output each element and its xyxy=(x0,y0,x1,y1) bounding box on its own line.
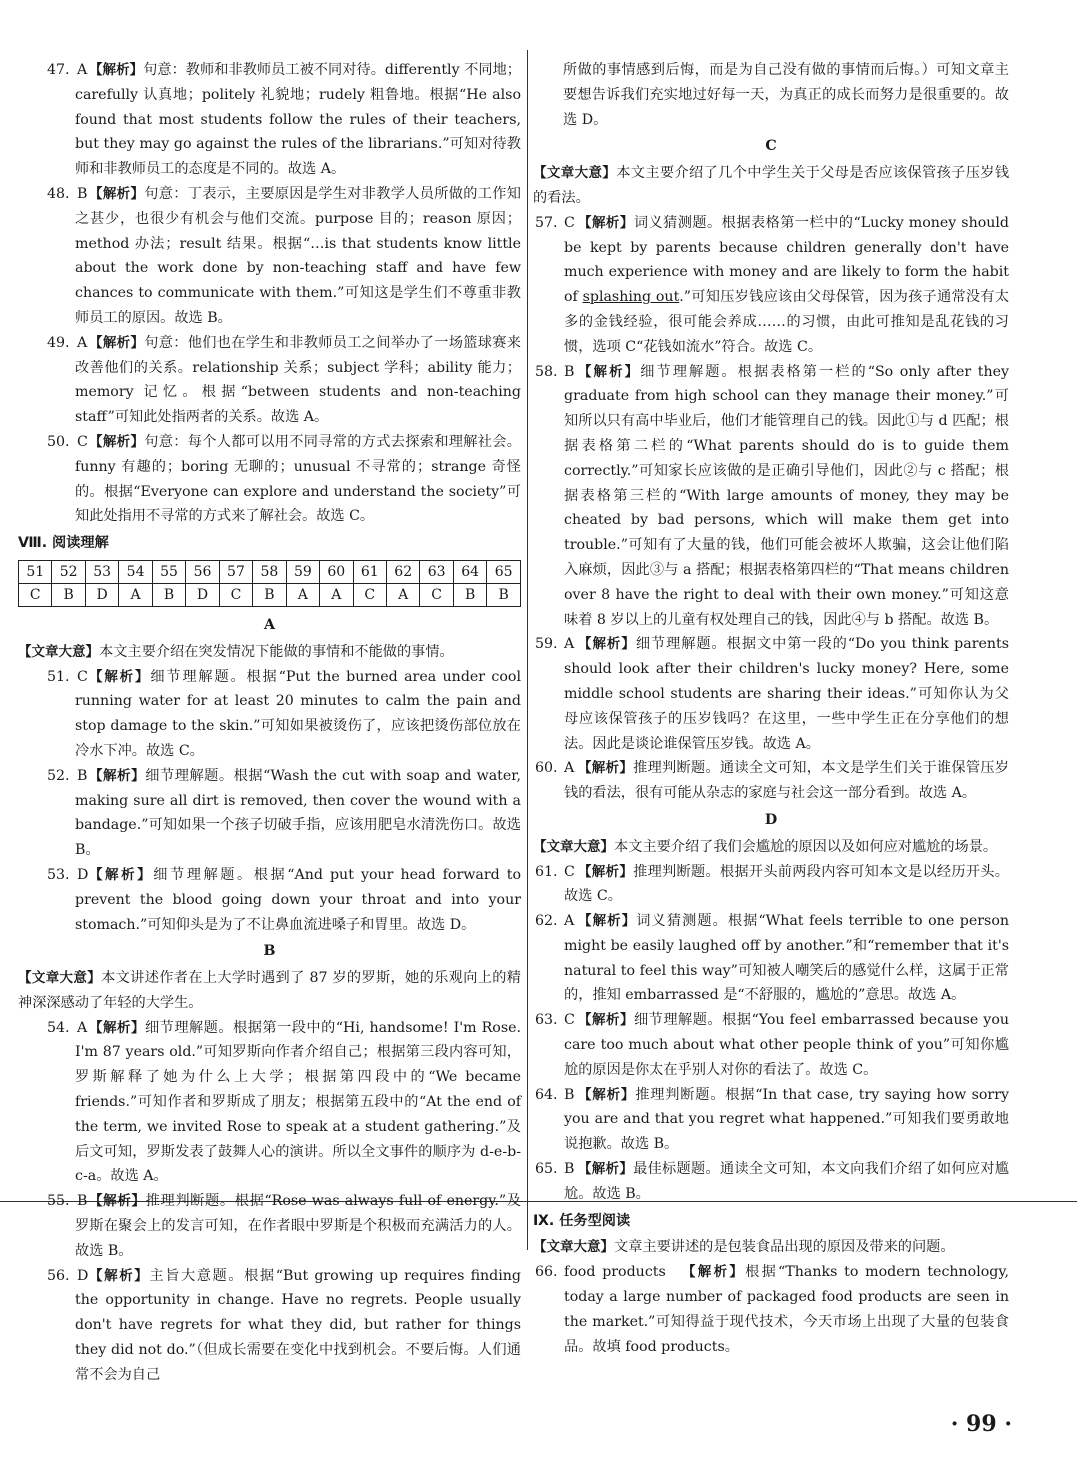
analysis-text: 推理判断题。根据“Rose was always full of energy.”及罗斯在聚会上的发言可知，在作者眼中罗斯是个积极而充满活力的人。故选 B。 xyxy=(75,1193,521,1259)
answer-letter: B xyxy=(564,1161,575,1178)
table-answer: A xyxy=(386,583,419,606)
table-question-number: 61 xyxy=(353,560,386,583)
question-number: 54. xyxy=(47,1019,70,1036)
table-question-number: 64 xyxy=(453,560,486,583)
analysis-text: 细节理解题。根据“Wash the cut with soap and water, making sure all dirt is removed, then cover the wound with a bandage.”可知如果一个孩子切破手指，应该用肥皂水清洗伤口。故选 B。 xyxy=(75,767,521,859)
analysis-tag: 【解析】 xyxy=(578,214,634,231)
analysis-text: 主旨大意题。根据“But growing up requires finding the opportunity in change. Have no regrets. People usually don't have regrets for what they did, but rather for things they did not do.”（但成长需要在变化中找到机会。不要后悔。人们通常不会为自己 xyxy=(75,1267,522,1383)
section-heading-task-reading: Ⅸ. 任务型阅读 xyxy=(533,1212,631,1229)
analysis-tag: 【解析】 xyxy=(578,863,634,880)
answer-56 xyxy=(18,1264,521,1388)
analysis-tag: 【解析】 xyxy=(89,1019,145,1036)
table-answer: B xyxy=(253,583,286,606)
answer-table-answers-row xyxy=(19,583,521,606)
answer-letter: B xyxy=(564,363,575,380)
answer-letter: C xyxy=(564,1012,575,1029)
table-answer: A xyxy=(119,583,152,606)
answer-62 xyxy=(533,909,1009,1008)
answer-letter: A xyxy=(77,62,88,78)
question-number: 65. xyxy=(535,1161,558,1178)
table-question-number: 58 xyxy=(253,560,286,583)
passage-heading-d: D xyxy=(764,811,778,828)
table-answer: A xyxy=(320,583,353,606)
answer-54 xyxy=(18,1016,521,1190)
analysis-tag: 【解析】 xyxy=(89,334,145,351)
analysis-tag: 【解析】 xyxy=(578,1161,634,1178)
summary-tag: 【文章大意】 xyxy=(533,1239,614,1256)
question-number: 58. xyxy=(535,363,558,380)
question-number: 48. xyxy=(47,185,70,202)
answer-letter: D xyxy=(77,866,89,883)
answer-table xyxy=(18,560,521,607)
answer-letter: C xyxy=(77,433,88,450)
table-answer: D xyxy=(186,583,219,606)
analysis-tag: 【解析】 xyxy=(578,760,634,777)
column-divider xyxy=(527,50,528,1250)
question-number: 62. xyxy=(535,913,558,930)
table-answer: C xyxy=(19,583,52,606)
summary-tag: 【文章大意】 xyxy=(18,643,99,660)
answer-fill: food products xyxy=(564,1264,666,1281)
answer-letter: B xyxy=(77,767,88,784)
answer-letter: A xyxy=(77,1019,88,1036)
answer-letter: D xyxy=(77,1267,89,1284)
answer-letter: B xyxy=(77,185,88,202)
answer-59 xyxy=(533,632,1009,756)
analysis-tag: 【解析】 xyxy=(578,1012,634,1029)
answer-51 xyxy=(18,665,521,764)
table-answer: B xyxy=(52,583,85,606)
table-question-number: 65 xyxy=(487,560,521,583)
analysis-tag: 【解析】 xyxy=(89,1193,146,1210)
passage-summary-c xyxy=(533,161,1009,211)
page-number: · 99 · xyxy=(950,1411,1012,1437)
answer-63 xyxy=(533,1008,1009,1082)
analysis-tag: 【解析】 xyxy=(89,767,146,784)
table-answer: B xyxy=(152,583,185,606)
analysis-tag: 【解析】 xyxy=(89,866,154,883)
summary-tag: 【文章大意】 xyxy=(533,838,614,855)
table-question-number: 52 xyxy=(52,560,85,583)
analysis-tag: 【解析】 xyxy=(89,1267,150,1284)
analysis-tag: 【解析】 xyxy=(89,668,151,685)
answer-letter: A xyxy=(77,334,88,351)
question-number: 49. xyxy=(47,334,70,351)
summary-text: 本文主要介绍了我们会尴尬的原因以及如何应对尴尬的场景。 xyxy=(614,838,998,855)
question-number: 51. xyxy=(47,668,70,685)
question-number: 64. xyxy=(535,1086,558,1103)
analysis-tag: 【解析】 xyxy=(578,636,636,653)
passage-summary-b xyxy=(18,966,521,1016)
table-answer: D xyxy=(85,583,118,606)
table-question-number: 59 xyxy=(286,560,319,583)
table-question-number: 62 xyxy=(386,560,419,583)
table-answer: A xyxy=(286,583,319,606)
analysis-text: 细节理解题。根据“You feel embarrassed because you care too much about what other people think of you”可知你尴尬的原因是你太在乎别人对你的看法了。故选 C。 xyxy=(564,1012,1010,1078)
passage-summary-e xyxy=(533,1235,1009,1260)
answer-61 xyxy=(533,860,1009,910)
answer-64 xyxy=(533,1083,1009,1157)
answer-66 xyxy=(533,1260,1009,1359)
answer-table-numbers-row xyxy=(19,560,521,583)
passage-heading-c: C xyxy=(765,138,777,155)
analysis-text-continued: .”可知压岁钱应该由父母保管，因为孩子通常没有太多的金钱经验，很可能会养成……的习惯，由此可推知是乱花钱的习惯，选项 C“花钱如流水”符合。故选 C。 xyxy=(564,289,1010,355)
analysis-tag: 【解析】 xyxy=(89,433,145,450)
analysis-text: 句意：他们也在学生和非教师员工之间举办了一场篮球赛来改善他们的关系。relationship 关系；subject 学科；ability 能力；memory 记忆。根据“between students and non-teaching staff”可知此处指两者的关系。故选 A。 xyxy=(75,334,521,426)
answer-53 xyxy=(18,863,521,937)
summary-text: 本文讲述作者在上大学时遇到了 87 岁的罗斯，她的乐观向上的精神深深感动了年轻的大学生。 xyxy=(18,970,521,1011)
analysis-text: 最佳标题题。通读全文可知，本文向我们介绍了如何应对尴尬。故选 B。 xyxy=(564,1161,1009,1202)
analysis-text: 细节理解题。根据“Put the burned area under cool running water for at least 20 minutes to calm the pain and stop damage to the skin.”可知如果被烫伤了，应该把烫伤部位放在冷水下冲。故选 C。 xyxy=(75,668,521,759)
question-number: 63. xyxy=(535,1012,558,1029)
question-number: 60. xyxy=(535,760,558,777)
question-number: 53. xyxy=(47,866,70,883)
underlined-phrase: splashing out xyxy=(582,289,680,306)
answer-letter: A xyxy=(564,760,575,777)
answer-48 xyxy=(18,182,521,331)
table-answer: B xyxy=(453,583,486,606)
answer-60 xyxy=(533,756,1009,806)
section-heading-reading: Ⅷ. 阅读理解 xyxy=(18,535,109,552)
answer-58 xyxy=(533,360,1009,633)
analysis-tag: 【解析】 xyxy=(578,913,637,930)
analysis-tag: 【解析】 xyxy=(89,185,145,202)
answer-49 xyxy=(18,331,521,430)
table-question-number: 54 xyxy=(119,560,152,583)
table-question-number: 53 xyxy=(85,560,118,583)
summary-tag: 【文章大意】 xyxy=(18,970,102,987)
answer-letter: A xyxy=(564,913,575,930)
passage-heading-b: B xyxy=(263,943,276,960)
question-number: 47. xyxy=(47,62,70,78)
analysis-text: 推理判断题。根据“In that case, try saying how sorry you are and that you regret what happened.”可知我们要勇敢地说抱歉。故选 B。 xyxy=(564,1086,1009,1153)
analysis-text: 细节理解题。根据第一段中的“Hi, handsome! I'm Rose. I'm 87 years old.”可知罗斯向作者介绍自己；根据第三段内容可知，罗斯解释了她为什么上大学；根据第四段中的“We became friends.”可知作者和罗斯成了朋友；根据第五段中的“At the end of the term, we invited Rose to speak at a student gathering.”及后文可知，罗斯发表了鼓舞人心的演讲。所以全文事件的顺序为 d-e-b-c-a。故选 A。 xyxy=(75,1019,522,1185)
answer-65 xyxy=(533,1157,1009,1207)
right-column xyxy=(533,58,1009,1359)
answer-50 xyxy=(18,430,521,529)
analysis-text: 句意：每个人都可以用不同寻常的方式去探索和理解社会。funny 有趣的；boring 无聊的；unusual 不寻常的；strange 奇怪的。根据“Everyone can explore and understand the society”可知此处指用不寻常的方式来了解社会。故选 C。 xyxy=(75,433,521,525)
summary-text: 本文主要介绍在突发情况下能做的事情和不能做的事情。 xyxy=(99,643,454,660)
question-number: 55. xyxy=(47,1193,70,1210)
table-answer: B xyxy=(487,583,521,606)
answer-letter: C xyxy=(77,668,88,685)
question-number: 50. xyxy=(47,433,70,450)
analysis-text: 词义猜测题。根据表格第一栏中的“Lucky money should be kept by parents because children generally don't have much experience with money and are likely to form the habit of xyxy=(564,214,1010,306)
passage-summary-d xyxy=(533,835,1009,860)
table-question-number: 60 xyxy=(320,560,353,583)
passage-summary-a xyxy=(18,640,521,665)
analysis-tag: 【解析】 xyxy=(578,1086,636,1103)
analysis-text: 推理判断题。根据开头前两段内容可知本文是以经历开头。故选 C。 xyxy=(564,863,1009,905)
summary-text: 文章主要讲述的是包装食品出现的原因及带来的问题。 xyxy=(614,1239,955,1256)
analysis-text: 根据“Thanks to modern technology, today a large number of packaged food products are seen in the market.”可知得益于现代技术，今天市场上出现了大量的包装食品。故填 food products。 xyxy=(564,1264,1010,1355)
answer-letter: C xyxy=(564,863,575,880)
answer-57 xyxy=(533,211,1009,360)
analysis-text: 句意：丁表示，主要原因是学生对非教学人员所做的工作知之甚少，也很少有机会与他们交流。purpose 目的；reason 原因；method 办法；result 结果。根据“…is that students know little about the work done by non-teaching staff and have few chances to communicate with them.”可知这是学生们不尊重非教师员工的原因。故选 B。 xyxy=(75,185,521,326)
analysis-text: 细节理解题。根据文中第一段的“Do you think parents should look after their children's lucky money? Here, some middle school students are sharing their ideas.”可知你认为父母应该保管孩子的压岁钱吗？在这里，一些中学生正在分享他们的想法。因此是谈论谁保管压岁钱。故选 A。 xyxy=(564,636,1010,752)
analysis-text: 细节理解题。根据表格第一栏的“So only after they graduate from high school can they manage their money.”可知所以只有高中毕业后，他们才能管理自己的钱。因此①与 d 匹配；根据表格第二栏的“What parents should do is to guide them correctly.”可知家长应该做的是正确引导他们，因此②与 c 搭配；根据表格第三栏的“With large amounts of money, they may be cheated by bad persons, which will make them get into trouble.”可知有了大量的钱，他们可能会被坏人欺骗，这会让他们陷入麻烦，因此③与 a 搭配；根据表格第四栏的“That means children over 8 have the right to deal with their own money.”可知这意味着 8 岁以上的儿童有权处理自己的钱，因此④与 b 搭配。故选 B。 xyxy=(564,363,1010,628)
analysis-tag: 【解析】 xyxy=(679,1264,746,1281)
analysis-text: 细节理解题。根据“And put your head forward to prevent the blood going down your throat and into your stomach.”可知仰头是为了不让鼻血流进嗓子和胃里。故选 D。 xyxy=(75,866,521,933)
answer-letter: B xyxy=(564,1086,575,1103)
left-column xyxy=(18,58,521,1388)
answer-47 xyxy=(18,58,521,182)
answer-letter: C xyxy=(564,214,575,231)
table-question-number: 56 xyxy=(186,560,219,583)
answer-55 xyxy=(18,1189,521,1263)
table-answer: C xyxy=(219,583,252,606)
table-answer: C xyxy=(353,583,386,606)
question-number: 57. xyxy=(535,214,558,231)
analysis-text: 推理判断题。通读全文可知，本文是学生们关于谁保管压岁钱的看法，很有可能从杂志的家庭与社会这一部分看到。故选 A。 xyxy=(564,760,1009,802)
summary-text: 本文主要介绍了几个中学生关于父母是否应该保管孩子压岁钱的看法。 xyxy=(533,165,1010,206)
analysis-text: 词义猜测题。根据“What feels terrible to one person might be easily laughed off by another.”和“remember that it's natural to feel this way”可知被人嘲笑后的感觉什么样，这属于正常的，推知 embarrassed 是“不舒服的，尴尬的”意思。故选 A。 xyxy=(564,913,1010,1004)
passage-heading-a: A xyxy=(263,616,275,633)
analysis-text: 句意：教师和非教师员工被不同对待。differently 不同地；carefully 认真地；politely 礼貌地；rudely 粗鲁地。根据“He also found that most students follow the rules of their teachers, but they may go against the rules of the librarians.”可知对待教师和非教师员工的态度是不同的。故选 A。 xyxy=(75,62,521,178)
table-question-number: 51 xyxy=(19,560,52,583)
summary-tag: 【文章大意】 xyxy=(533,165,617,182)
answer-56-continued: 所做的事情感到后悔，而是为自己没有做的事情而后悔。）可知文章主要想告诉我们充实地过好每一天，为真正的成长而努力是很重要的。故选 D。 xyxy=(563,62,1009,128)
question-number: 56. xyxy=(47,1267,70,1284)
table-question-number: 55 xyxy=(152,560,185,583)
question-number: 52. xyxy=(47,767,70,784)
question-number: 66. xyxy=(535,1264,558,1281)
answer-52 xyxy=(18,764,521,863)
answer-letter: A xyxy=(564,636,575,653)
question-number: 59. xyxy=(535,636,558,653)
table-question-number: 57 xyxy=(219,560,252,583)
analysis-tag: 【解析】 xyxy=(89,62,144,78)
table-question-number: 63 xyxy=(420,560,453,583)
analysis-tag: 【解析】 xyxy=(578,363,641,380)
answer-letter: B xyxy=(77,1193,88,1210)
table-answer: C xyxy=(420,583,453,606)
question-number: 61. xyxy=(535,863,558,880)
